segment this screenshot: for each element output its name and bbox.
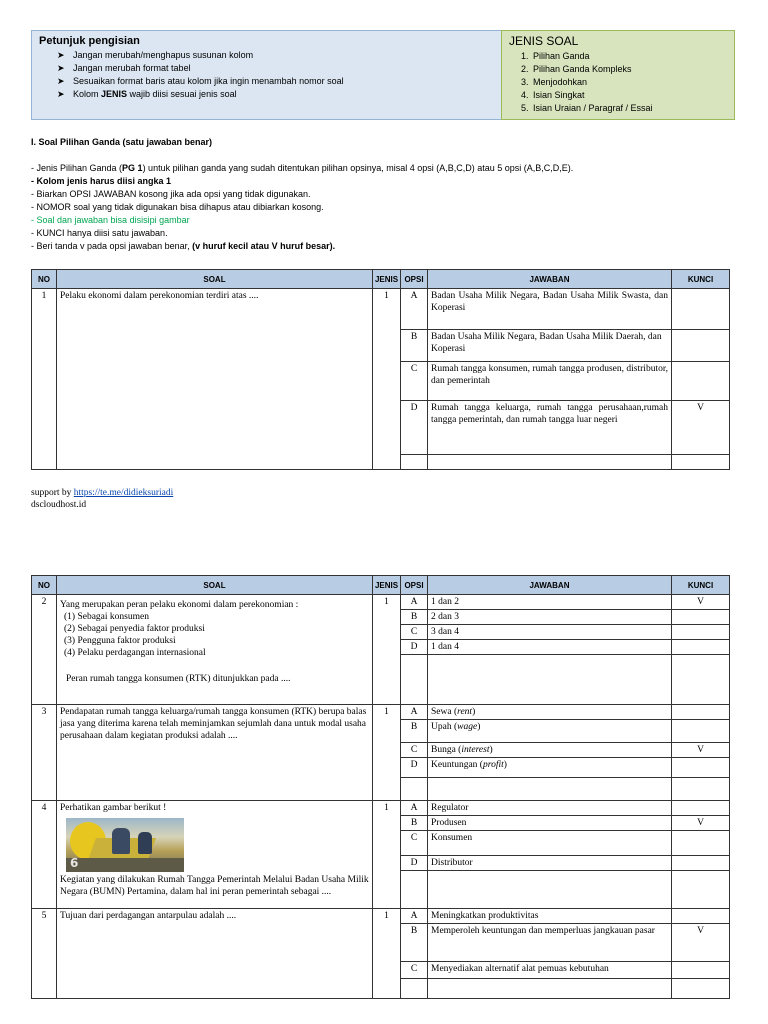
header-jenis: JENIS <box>373 576 401 595</box>
instruction-line: - Jenis Pilihan Ganda (PG 1) untuk pilihan ganda yang sudah ditentukan pilihan opsinya, misal 4 opsi (A,B,C,D) atau 5 opsi (A,B,C,D,E). <box>31 163 574 173</box>
instruction-line: - Biarkan OPSI JAWABAN kosong jika ada opsi yang tidak digunakan. <box>31 189 311 199</box>
header-no: NO <box>32 576 57 595</box>
answer-key <box>672 801 730 816</box>
option-answer: Meningkatkan produktivitas <box>428 909 672 924</box>
question-text: Pelaku ekonomi dalam perekonomian terdiri atas .... <box>57 289 373 470</box>
arrow-bullet-icon: ➤ <box>57 89 65 99</box>
answer-key: V <box>672 924 730 962</box>
question-text: Pendapatan rumah tangga keluarga/rumah tangga konsumen (RTK) berupa balas jasa yang diterima karena telah meminjamkan sejumlah dana untuk modal usaha perusahaan dalam kegiatan produksi adalah .... <box>57 705 373 801</box>
answer-key <box>672 640 730 655</box>
instruction-item: ➤ Jangan merubah format tabel <box>57 63 191 73</box>
header-jawaban: JAWABAN <box>428 576 672 595</box>
answer-key <box>672 289 730 330</box>
header-opsi: OPSI <box>401 576 428 595</box>
question-number: 2 <box>32 595 57 705</box>
question-text: Perhatikan gambar berikut ! 6 Kegiatan yang dilakukan Rumah Tangga Pemerintah Melalui Badan Usaha Milik Negara (BUMN) Pertamina, dalam hal ini peran pemerintah sebagai .... <box>57 801 373 909</box>
empty-option-answer <box>428 455 672 470</box>
option-answer: Sewa (rent) <box>428 705 672 720</box>
option-letter: B <box>401 816 428 831</box>
empty-option-letter <box>401 655 428 705</box>
table-row <box>32 289 730 330</box>
empty-option-answer <box>428 778 672 801</box>
table-row <box>32 909 730 924</box>
option-answer: Distributor <box>428 856 672 871</box>
option-letter: D <box>401 640 428 655</box>
option-letter: B <box>401 720 428 743</box>
empty-option-answer <box>428 871 672 909</box>
header-jawaban: JAWABAN <box>428 270 672 289</box>
question-table-2 <box>31 575 730 999</box>
header-jenis: JENIS <box>373 270 401 289</box>
answer-key <box>672 720 730 743</box>
option-answer: Upah (wage) <box>428 720 672 743</box>
instructions-title: Petunjuk pengisian <box>39 35 140 47</box>
table-row <box>32 705 730 720</box>
instructions-box <box>31 30 503 120</box>
option-letter: C <box>401 362 428 401</box>
option-answer: 1 dan 2 <box>428 595 672 610</box>
instruction-line: - Beri tanda v pada opsi jawaban benar, (v huruf kecil atau V huruf besar). <box>31 241 336 251</box>
option-letter: C <box>401 962 428 979</box>
header-kunci: KUNCI <box>672 576 730 595</box>
question-number: 3 <box>32 705 57 801</box>
support-credit <box>31 487 173 511</box>
option-letter: A <box>401 289 428 330</box>
option-letter: A <box>401 705 428 720</box>
question-type-item: 2. Pilihan Ganda Kompleks <box>531 63 727 76</box>
question-text: Yang merupakan peran pelaku ekonomi dalam perekonomian : (1) Sebagai konsumen (2) Sebagai penyedia faktor produksi (3) Pengguna faktor produksi (4) Pelaku perdagangan internasional Peran rumah tangga konsumen (RTK) ditunjukkan pada .... <box>57 595 373 705</box>
option-letter: B <box>401 330 428 362</box>
empty-option-answer <box>428 979 672 999</box>
option-letter: A <box>401 801 428 816</box>
photo-watermark: 6 <box>70 856 79 870</box>
option-answer: 2 dan 3 <box>428 610 672 625</box>
instruction-line: - KUNCI hanya diisi satu jawaban. <box>31 228 168 238</box>
option-letter: D <box>401 856 428 871</box>
answer-key: V <box>672 816 730 831</box>
section-title: I. Soal Pilihan Ganda (satu jawaban benar) <box>31 137 213 147</box>
table-header-row <box>32 576 730 595</box>
option-letter: D <box>401 758 428 778</box>
question-type: 1 <box>373 801 401 909</box>
option-letter: D <box>401 401 428 455</box>
empty-answer-key <box>672 655 730 705</box>
empty-option-letter <box>401 778 428 801</box>
answer-key <box>672 962 730 979</box>
arrow-bullet-icon: ➤ <box>57 76 65 86</box>
option-answer: Badan Usaha Milik Negara, Badan Usaha Milik Swasta, dan Koperasi <box>428 289 672 330</box>
question-type-item: 5. Isian Uraian / Paragraf / Essai <box>531 102 727 115</box>
header-soal: SOAL <box>57 270 373 289</box>
instructions-list <box>39 49 495 101</box>
question-table-1 <box>31 269 730 470</box>
question-types-title: JENIS SOAL <box>509 34 579 48</box>
option-answer: Produsen <box>428 816 672 831</box>
answer-key <box>672 758 730 778</box>
option-answer: Rumah tangga keluarga, rumah tangga perusahaan,rumah tangga pemerintah, dan rumah tangga luar negeri <box>428 401 672 455</box>
answer-key <box>672 610 730 625</box>
option-answer: Memperoleh keuntungan dan memperluas jangkauan pasar <box>428 924 672 962</box>
pertamina-photo <box>66 818 184 872</box>
header-soal: SOAL <box>57 576 373 595</box>
question-type: 1 <box>373 289 401 470</box>
option-answer: Keuntungan (profit) <box>428 758 672 778</box>
option-letter: C <box>401 831 428 856</box>
empty-answer-key <box>672 979 730 999</box>
empty-option-letter <box>401 455 428 470</box>
empty-option-answer <box>428 655 672 705</box>
option-answer: Menyediakan alternatif alat pemuas kebutuhan <box>428 962 672 979</box>
answer-key: V <box>672 595 730 610</box>
question-type-item: 3. Menjodohkan <box>531 76 727 89</box>
instruction-item: ➤ Kolom JENIS wajib diisi sesuai jenis soal <box>57 89 237 99</box>
empty-answer-key <box>672 455 730 470</box>
instruction-line: - Kolom jenis harus diisi angka 1 <box>31 176 172 186</box>
support-link[interactable]: https://te.me/didieksuriadi <box>73 488 174 498</box>
option-answer: Rumah tangga konsumen, rumah tangga produsen, distributor, dan pemerintah <box>428 362 672 401</box>
empty-option-letter <box>401 871 428 909</box>
question-type-item: 1. Pilihan Ganda <box>531 50 727 63</box>
answer-key <box>672 705 730 720</box>
option-answer: 3 dan 4 <box>428 625 672 640</box>
question-number: 5 <box>32 909 57 999</box>
arrow-bullet-icon: ➤ <box>57 63 65 73</box>
empty-answer-key <box>672 778 730 801</box>
answer-key <box>672 909 730 924</box>
support-line: support by https://te.me/didieksuriadi <box>31 488 174 498</box>
option-letter: A <box>401 909 428 924</box>
table-row <box>32 801 730 816</box>
instruction-item: ➤ Sesuaikan format baris atau kolom jika ingin menambah nomor soal <box>57 76 344 86</box>
answer-key <box>672 831 730 856</box>
instruction-item: ➤ Jangan merubah/menghapus susunan kolom <box>57 50 254 60</box>
header-no: NO <box>32 270 57 289</box>
table-header-row <box>32 270 730 289</box>
option-letter: A <box>401 595 428 610</box>
instruction-line: - Soal dan jawaban bisa disisipi gambar <box>31 215 190 225</box>
arrow-bullet-icon: ➤ <box>57 50 65 60</box>
question-type: 1 <box>373 595 401 705</box>
answer-key: V <box>672 743 730 758</box>
option-answer: Regulator <box>428 801 672 816</box>
answer-key <box>672 330 730 362</box>
option-answer: Konsumen <box>428 831 672 856</box>
empty-option-letter <box>401 979 428 999</box>
answer-key: V <box>672 401 730 455</box>
question-type: 1 <box>373 909 401 999</box>
empty-answer-key <box>672 871 730 909</box>
option-letter: C <box>401 743 428 758</box>
option-letter: B <box>401 610 428 625</box>
answer-key <box>672 625 730 640</box>
host-text: dscloudhost.id <box>31 500 87 510</box>
table-row <box>32 595 730 610</box>
option-answer: Badan Usaha Milik Negara, Badan Usaha Milik Daerah, dan Koperasi <box>428 330 672 362</box>
section-instructions <box>31 136 741 253</box>
answer-key <box>672 362 730 401</box>
question-number: 4 <box>32 801 57 909</box>
instruction-line: - NOMOR soal yang tidak digunakan bisa dihapus atau dibiarkan kosong. <box>31 202 324 212</box>
answer-key <box>672 856 730 871</box>
option-letter: C <box>401 625 428 640</box>
question-type: 1 <box>373 705 401 801</box>
question-type-item: 4. Isian Singkat <box>531 89 727 102</box>
option-answer: Bunga (interest) <box>428 743 672 758</box>
question-types-list <box>509 50 727 115</box>
option-answer: 1 dan 4 <box>428 640 672 655</box>
question-types-box <box>501 30 735 120</box>
header-kunci: KUNCI <box>672 270 730 289</box>
option-letter: B <box>401 924 428 962</box>
question-text: Tujuan dari perdagangan antarpulau adalah .... <box>57 909 373 999</box>
question-number: 1 <box>32 289 57 470</box>
header-opsi: OPSI <box>401 270 428 289</box>
